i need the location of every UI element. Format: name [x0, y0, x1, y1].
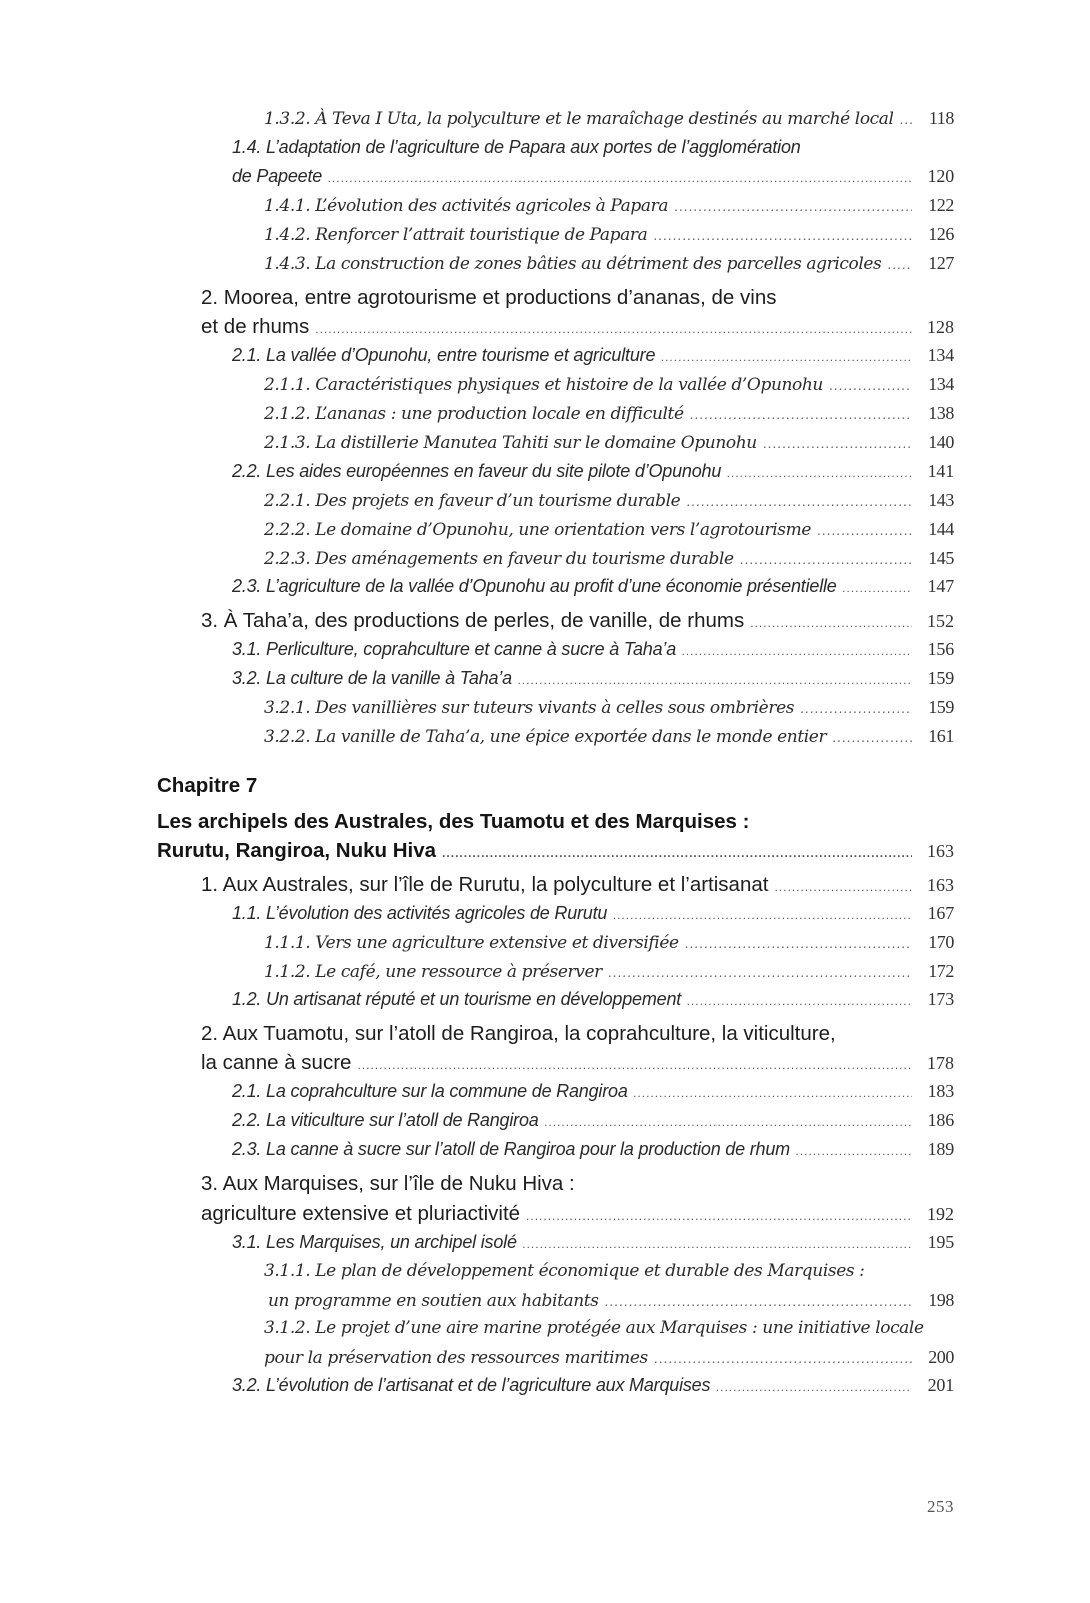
toc-entry-title: 1.3.2. À Teva I Uta, la polyculture et le maraîchage destinés au marché local	[264, 109, 894, 129]
toc-entry-page: 159	[928, 697, 954, 717]
dot-leader	[661, 350, 912, 364]
toc-entry-page: 128	[927, 317, 954, 337]
dot-leader	[685, 937, 912, 951]
toc-entry-page: 138	[928, 403, 954, 423]
toc-entry-title: 2.2.3. Des aménagements en faveur du tourisme durable	[264, 549, 734, 569]
toc-section-title: 1. Aux Australes, sur l’île de Rurutu, la polyculture et l’artisanat	[201, 873, 769, 896]
toc-entry-title: 2.3. L’agriculture de la vallée d’Opunohu au profit d’une économie présentielle	[232, 576, 837, 596]
toc-entry[interactable]	[264, 490, 954, 511]
toc-entry[interactable]	[232, 639, 954, 660]
dot-leader	[796, 1144, 912, 1158]
toc-entry-title-line2: pour la préservation des ressources maritimes	[264, 1348, 648, 1368]
dot-leader	[682, 644, 912, 658]
dot-leader	[654, 1352, 912, 1366]
dot-leader	[687, 994, 912, 1008]
dot-leader	[832, 731, 912, 745]
toc-entry-page: 126	[928, 224, 954, 244]
dot-leader	[526, 1209, 912, 1223]
toc-section-title-line1: 3. Aux Marquises, sur l’île de Nuku Hiva :	[201, 1172, 575, 1195]
dot-leader	[545, 1115, 912, 1129]
toc-entry-page: 140	[928, 432, 954, 452]
toc-entry-title: 3.2.2. La vanille de Taha’a, une épice exportée dans le monde entier	[264, 727, 827, 747]
toc-entry-title: 1.1.2. Le café, une ressource à préserver	[264, 962, 602, 982]
chapter-title-line1: Les archipels des Australes, des Tuamotu et des Marquises :	[157, 810, 750, 833]
toc-section-title-line1: 2. Aux Tuamotu, sur l’atoll de Rangiroa, la coprahculture, la viticulture,	[201, 1022, 836, 1045]
dot-leader	[613, 908, 912, 922]
toc-entry-title: 1.2. Un artisanat réputé et un tourisme en développement	[232, 989, 682, 1009]
toc-entry[interactable]	[232, 668, 954, 689]
toc-entry[interactable]	[264, 1347, 954, 1368]
toc-entry[interactable]	[264, 961, 954, 982]
toc-entry-title: 1.1.1. Vers une agriculture extensive et diversifiée	[264, 933, 679, 953]
toc-entry[interactable]	[264, 697, 954, 718]
toc-entry[interactable]	[157, 839, 954, 863]
toc-entry[interactable]	[264, 726, 954, 747]
toc-entry[interactable]	[264, 548, 954, 569]
toc-entry-title-line1: 3.1.2. Le projet d’une aire marine protégée aux Marquises : une initiative locale	[264, 1318, 924, 1338]
toc-entry[interactable]	[232, 576, 954, 597]
dot-leader	[750, 616, 912, 630]
toc-entry-page: 163	[927, 875, 954, 895]
dot-leader	[605, 1295, 912, 1309]
toc-entry-page: 161	[928, 726, 954, 746]
toc-section-title-line2: et de rhums	[201, 315, 310, 338]
dot-leader	[315, 322, 912, 336]
toc-entry-page: 173	[927, 989, 954, 1009]
toc-entry-title: 3.1. Les Marquises, un archipel isolé	[232, 1232, 517, 1252]
toc-entry-title: 2.2.1. Des projets en faveur d’un tourisme durable	[264, 491, 681, 511]
toc-entry[interactable]	[232, 903, 954, 924]
chapter-label: Chapitre 7	[157, 774, 258, 797]
dot-leader	[763, 437, 912, 451]
dot-leader	[518, 673, 912, 687]
toc-entry-page: 195	[927, 1232, 954, 1252]
dot-leader	[653, 229, 912, 243]
toc-entry[interactable]	[264, 108, 954, 129]
toc-entry-title-line1: 1.4. L’adaptation de l’agriculture de Papara aux portes de l’agglomération	[232, 137, 801, 157]
toc-entry[interactable]	[264, 432, 954, 453]
dot-leader	[800, 702, 912, 716]
dot-leader	[523, 1237, 912, 1251]
toc-entry[interactable]	[201, 609, 954, 633]
toc-entry[interactable]	[264, 195, 954, 216]
toc-entry-title: 2.2. Les aides européennes en faveur du site pilote d’Opunohu	[232, 461, 722, 481]
toc-entry[interactable]	[232, 1375, 954, 1396]
dot-leader	[727, 466, 912, 480]
toc-entry[interactable]	[201, 315, 954, 339]
toc-entry-title: 3.2.1. Des vanillières sur tuteurs vivants à celles sous ombrières	[264, 698, 795, 718]
toc-entry[interactable]	[201, 1051, 954, 1075]
chapter-title-line2: Rurutu, Rangiroa, Nuku Hiva	[157, 839, 437, 862]
toc-entry[interactable]	[264, 403, 954, 424]
toc-section-title-line2: agriculture extensive et pluriactivité	[201, 1202, 521, 1225]
toc-section-title-line2: la canne à sucre	[201, 1051, 352, 1074]
dot-leader	[442, 846, 912, 860]
toc-entry-title: 3.2. La culture de la vanille à Taha’a	[232, 668, 512, 688]
dot-leader	[357, 1058, 912, 1072]
toc-entry-page: 170	[928, 932, 954, 952]
toc-entry-title: 2.2.2. Le domaine d’Opunohu, une orientation vers l’agrotourisme	[264, 520, 811, 540]
toc-entry-title: 2.3. La canne à sucre sur l’atoll de Rangiroa pour la production de rhum	[232, 1139, 790, 1159]
dot-leader	[328, 171, 912, 185]
dot-leader	[608, 966, 912, 980]
toc-entry[interactable]	[232, 345, 954, 366]
toc-entry-page: 200	[928, 1347, 954, 1367]
toc-entry[interactable]	[232, 1110, 954, 1131]
toc-entry-title: 2.1.1. Caractéristiques physiques et histoire de la vallée d’Opunohu	[264, 375, 823, 395]
toc-entry-page: 167	[927, 903, 954, 923]
toc-entry-page: 156	[927, 639, 954, 659]
toc-entry-title-line1: 3.1.1. Le plan de développement économique et durable des Marquises :	[264, 1261, 865, 1281]
toc-entry-title: 2.1.2. L’ananas : une production locale en difficulté	[264, 404, 684, 424]
toc-entry-page: 144	[928, 519, 954, 539]
page-number: 253	[927, 1497, 954, 1516]
toc-entry-page: 192	[927, 1204, 954, 1224]
toc-entry[interactable]	[264, 374, 954, 395]
dot-leader	[843, 581, 912, 595]
toc-entry[interactable]	[232, 1139, 954, 1160]
toc-section-title-line1: 2. Moorea, entre agrotourisme et productions d’ananas, de vins	[201, 286, 777, 309]
toc-entry-page: 152	[927, 611, 954, 631]
dot-leader	[634, 1086, 912, 1100]
toc-entry-page: 127	[928, 253, 954, 273]
dot-leader	[690, 408, 912, 422]
toc-entry-title: 2.1. La coprahculture sur la commune de Rangiroa	[232, 1081, 628, 1101]
toc-entry[interactable]	[232, 989, 954, 1010]
dot-leader	[674, 200, 912, 214]
toc-entry[interactable]	[264, 224, 954, 245]
toc-entry-page: 134	[928, 374, 954, 394]
toc-entry-page: 145	[928, 548, 954, 568]
toc-entry[interactable]	[264, 932, 954, 953]
toc-entry-page: 141	[927, 461, 954, 481]
dot-leader	[774, 880, 912, 894]
dot-leader	[900, 113, 912, 127]
toc-entry-page: 118	[928, 108, 954, 128]
dot-leader	[740, 553, 912, 567]
toc-entry[interactable]	[232, 461, 954, 482]
toc-entry-title: 2.1. La vallée d’Opunohu, entre tourisme et agriculture	[232, 345, 656, 365]
toc-entry[interactable]	[268, 1290, 954, 1311]
toc-entry-title: 1.4.2. Renforcer l’attrait touristique de Papara	[264, 225, 648, 245]
dot-leader	[716, 1380, 912, 1394]
toc-entry-title-line2: de Papeete	[232, 166, 323, 186]
toc-entry-page: 147	[927, 576, 954, 596]
toc-entry[interactable]	[264, 519, 954, 540]
toc-entry-page: 201	[927, 1375, 954, 1395]
toc-entry-title: 2.2. La viticulture sur l’atoll de Rangiroa	[232, 1110, 539, 1130]
dot-leader	[817, 524, 912, 538]
toc-entry[interactable]	[232, 1081, 954, 1102]
toc-section-title: 3. À Taha’a, des productions de perles, de vanille, de rhums	[201, 609, 745, 632]
toc-entry-page: 143	[928, 490, 954, 510]
toc-entry-title: 2.1.3. La distillerie Manutea Tahiti sur le domaine Opunohu	[264, 433, 757, 453]
toc-entry-page: 122	[928, 195, 954, 215]
toc-entry-title: 1.1. L’évolution des activités agricoles de Rurutu	[232, 903, 608, 923]
toc-entry-title: 3.1. Perliculture, coprahculture et canne à sucre à Taha’a	[232, 639, 677, 659]
toc-entry[interactable]	[201, 873, 954, 897]
toc-entry-page: 163	[927, 841, 954, 861]
toc-entry-page: 189	[927, 1139, 954, 1159]
toc-entry-page: 183	[927, 1081, 954, 1101]
toc-entry[interactable]	[232, 166, 954, 187]
dot-leader	[686, 495, 912, 509]
toc-entry-page: 134	[927, 345, 954, 365]
toc-entry[interactable]	[232, 1232, 954, 1253]
toc-entry-page: 120	[927, 166, 954, 186]
toc-entry-page: 186	[927, 1110, 954, 1130]
toc-entry-title: 1.4.3. La construction de zones bâties au détriment des parcelles agricoles	[264, 254, 882, 274]
toc-entry[interactable]	[201, 1202, 954, 1226]
toc-entry-title: 1.4.1. L’évolution des activités agricoles à Papara	[264, 196, 669, 216]
toc-entry-title-line2: un programme en soutien aux habitants	[268, 1291, 599, 1311]
toc-entry-title: 3.2. L’évolution de l’artisanat et de l’agriculture aux Marquises	[232, 1375, 711, 1395]
toc-entry-page: 178	[927, 1053, 954, 1073]
dot-leader	[887, 258, 912, 272]
toc-entry-page: 198	[928, 1290, 954, 1310]
dot-leader	[829, 379, 912, 393]
toc-entry[interactable]	[264, 253, 954, 274]
toc-entry-page: 172	[928, 961, 954, 981]
toc-entry-page: 159	[927, 668, 954, 688]
